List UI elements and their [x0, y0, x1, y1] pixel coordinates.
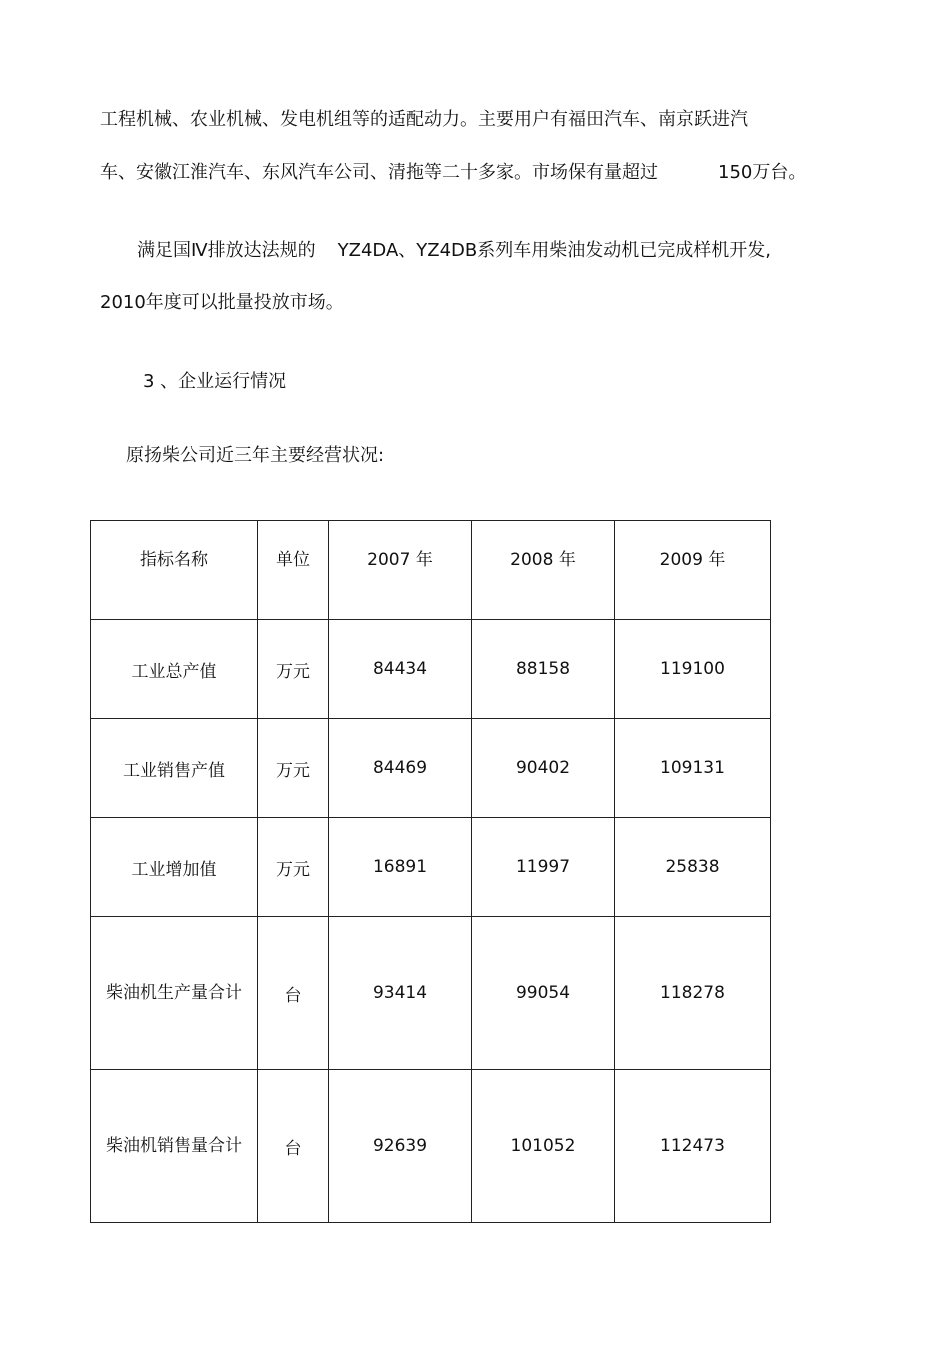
row-value-2009: 118278 [615, 917, 771, 1070]
row-value-2007: 84469 [329, 719, 472, 818]
model-yz4da: YZ4DA [337, 240, 399, 261]
row-value-2008: 11997 [472, 818, 615, 917]
row-unit: 万元 [258, 620, 329, 719]
row-value-2007: 92639 [329, 1070, 472, 1223]
table-row [91, 818, 771, 917]
row-unit: 万元 [258, 818, 329, 917]
paragraph-2-text-d: 系列车用柴油发动机已完成样机开发, [477, 240, 771, 261]
row-value-2007: 84434 [329, 620, 472, 719]
row-name: 柴油机生产量合计 [91, 917, 258, 1070]
row-name: 工业销售产值 [91, 719, 258, 818]
row-value-2007: 93414 [329, 917, 472, 1070]
table-header-row [91, 521, 771, 620]
row-value-2009: 109131 [615, 719, 771, 818]
row-value-2008: 90402 [472, 719, 615, 818]
row-value-2008: 99054 [472, 917, 615, 1070]
table-row [91, 917, 771, 1070]
model-yz4db: 、YZ4DB [398, 240, 478, 261]
row-name: 工业增加值 [91, 818, 258, 917]
table-row [91, 620, 771, 719]
row-unit: 台 [258, 917, 329, 1070]
header-indicator: 指标名称 [91, 521, 258, 620]
paragraph-2-line-2: 2010年度可以批量投放市场。 [100, 292, 344, 313]
table-intro: 原扬柴公司近三年主要经营状况: [126, 445, 385, 466]
paragraph-1-line-2-text: 车、安徽江淮汽车、东风汽车公司、清拖等二十多家。市场保有量超过 [100, 162, 658, 183]
header-2008: 2008 年 [472, 521, 615, 620]
paragraph-1-line-1: 工程机械、农业机械、发电机组等的适配动力。主要用户有福田汽车、南京跃进汽 [100, 109, 748, 130]
row-name: 工业总产值 [91, 620, 258, 719]
row-unit: 台 [258, 1070, 329, 1223]
header-2009: 2009 年 [615, 521, 771, 620]
table-row [91, 719, 771, 818]
row-value-2009: 25838 [615, 818, 771, 917]
paragraph-2-text-a: 满足国Ⅳ排放达法规的 [137, 240, 316, 261]
header-2007: 2007 年 [329, 521, 472, 620]
paragraph-1-line-2 [100, 161, 806, 185]
row-value-2008: 101052 [472, 1070, 615, 1223]
table-row [91, 1070, 771, 1223]
row-value-2008: 88158 [472, 620, 615, 719]
row-value-2007: 16891 [329, 818, 472, 917]
row-value-2009: 112473 [615, 1070, 771, 1223]
market-count: 150万台。 [718, 162, 807, 183]
row-value-2009: 119100 [615, 620, 771, 719]
operations-table [90, 520, 771, 1223]
row-unit: 万元 [258, 719, 329, 818]
header-unit: 单位 [258, 521, 329, 620]
paragraph-2-line-1 [137, 239, 771, 263]
section-heading: 3 、企业运行情况 [143, 371, 287, 392]
row-name: 柴油机销售量合计 [91, 1070, 258, 1223]
